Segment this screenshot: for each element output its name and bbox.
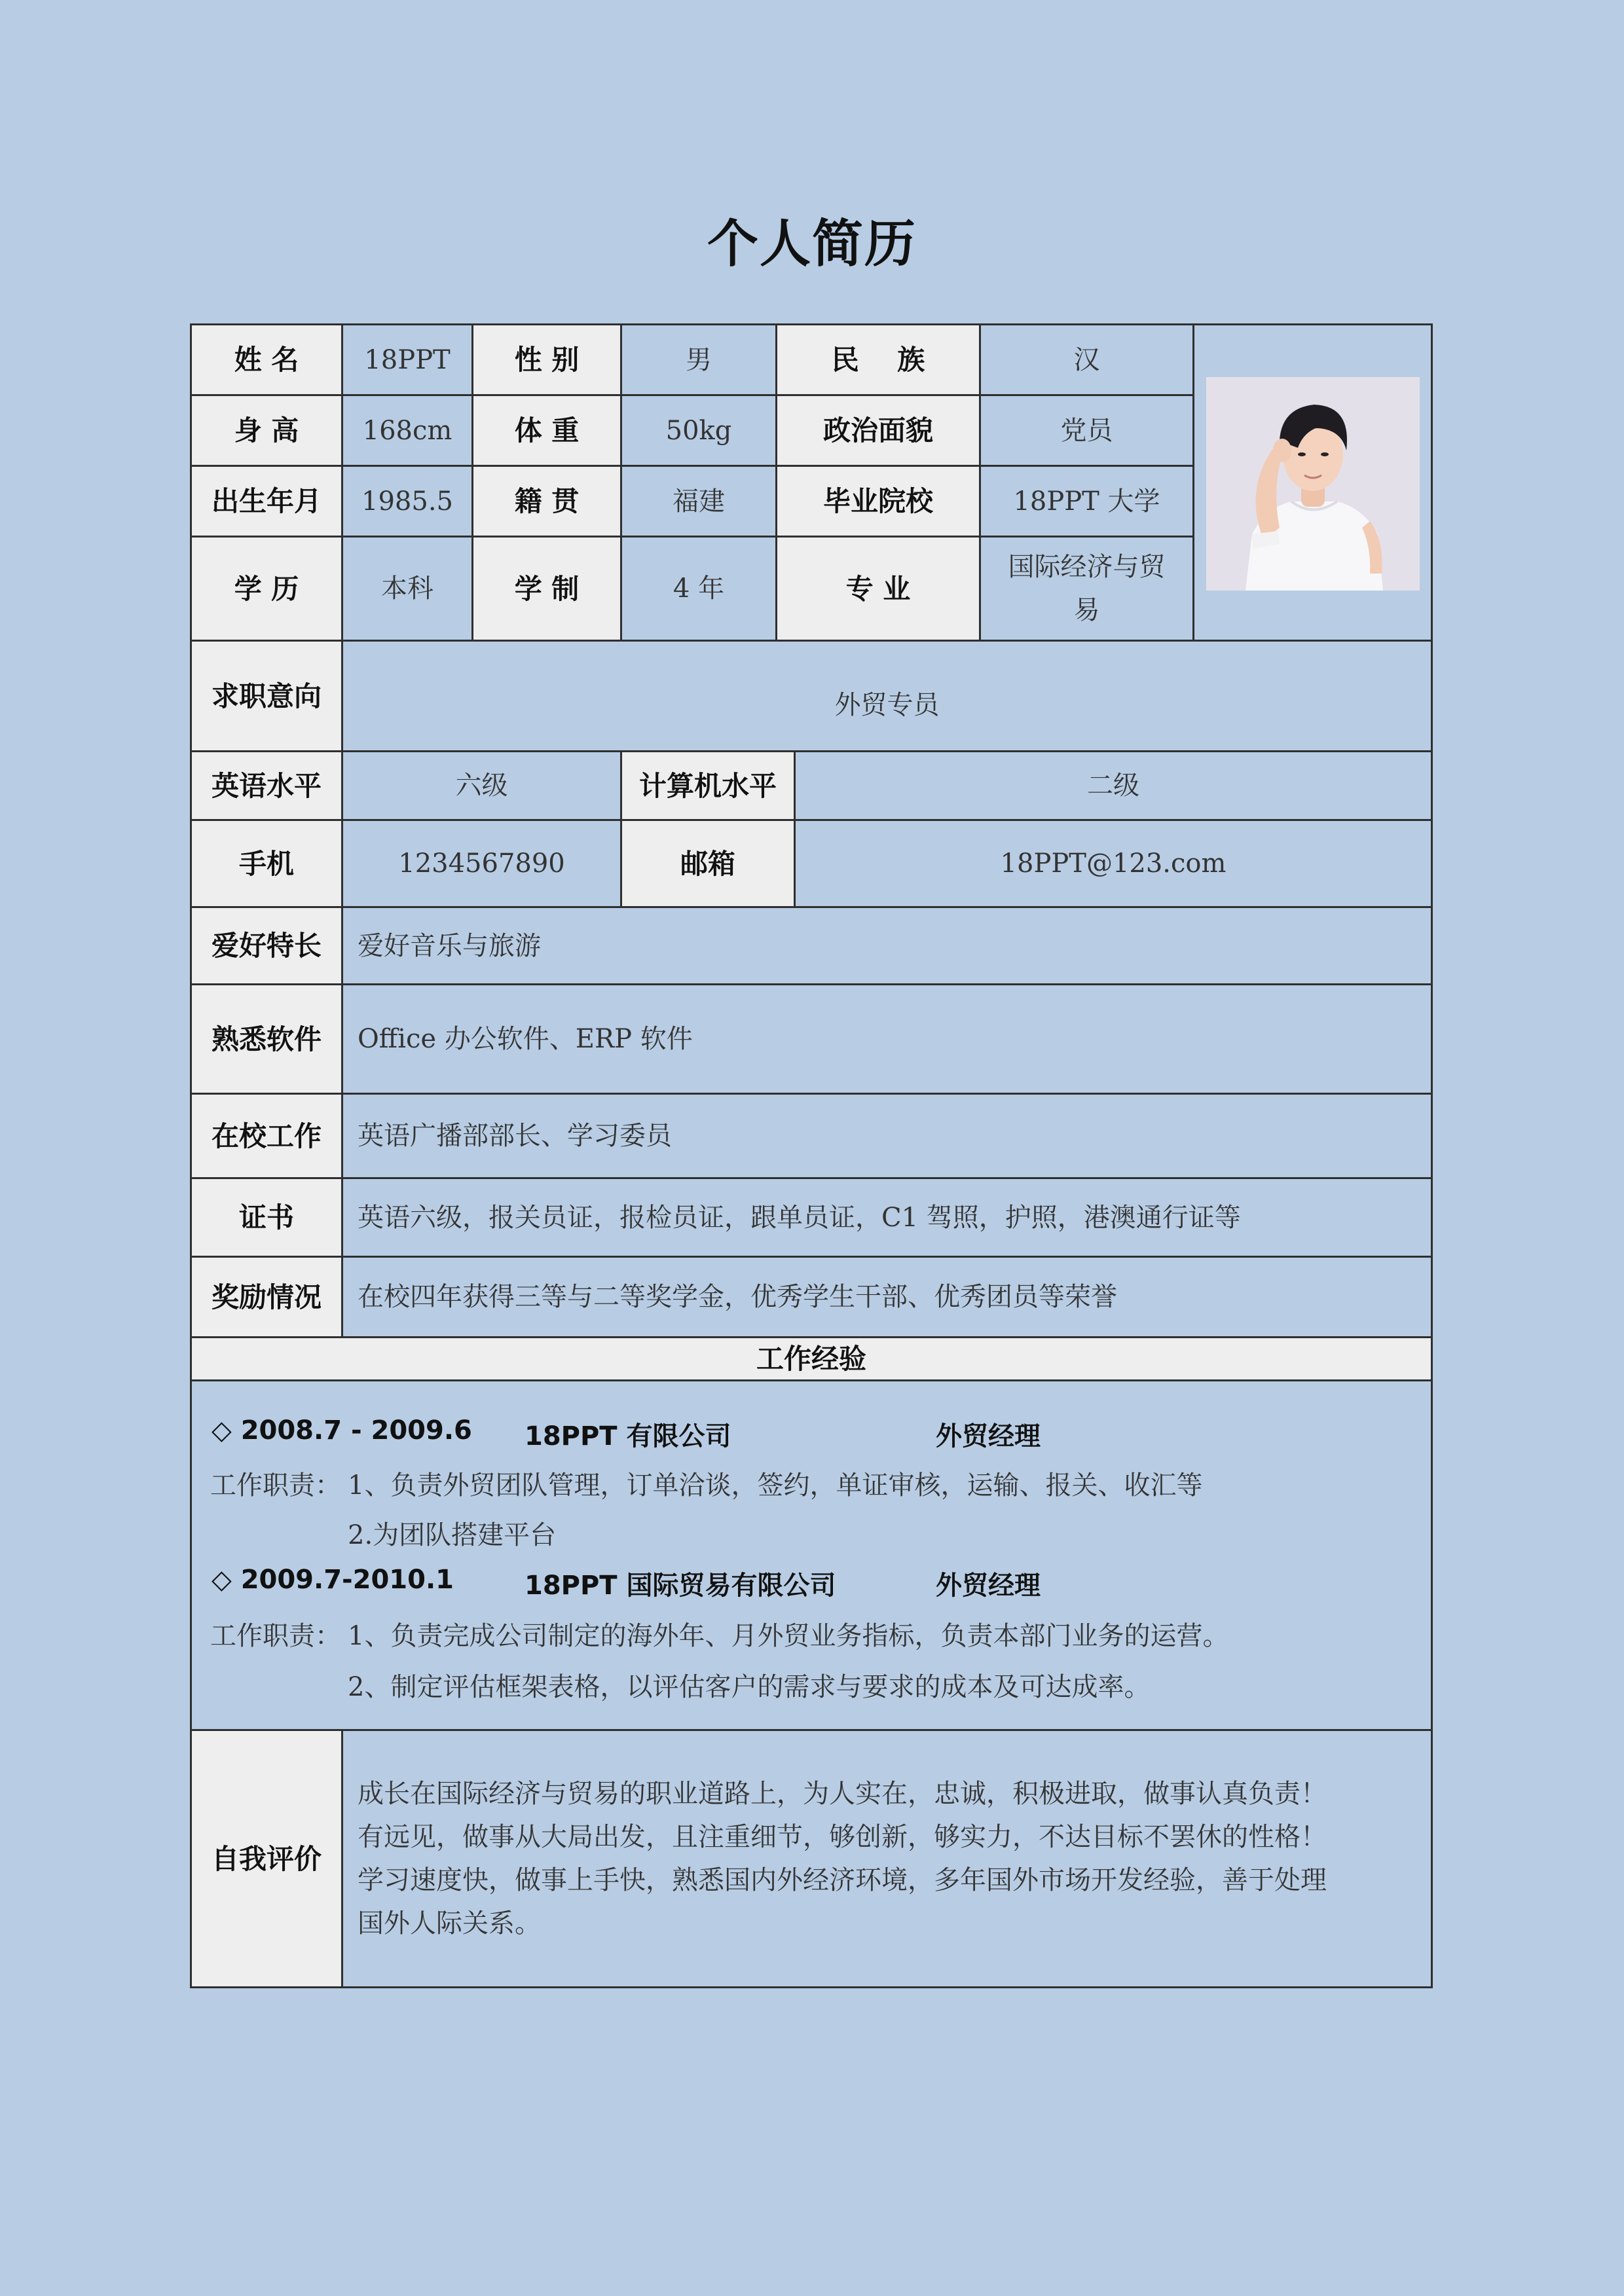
- major-label: 专 业: [775, 536, 981, 642]
- email-label: 邮箱: [620, 819, 796, 908]
- duty-prefix: 工作职责：: [210, 1470, 341, 1501]
- job-company: 18PPT 有限公司: [525, 1421, 731, 1451]
- certificate-value: 英语六级，报关员证，报检员证，跟单员证，C1 驾照，护照，港澳通行证等: [341, 1177, 1433, 1258]
- school-value: 18PPT 大学: [979, 465, 1194, 538]
- self-eval-label: 自我评价: [190, 1729, 343, 1988]
- self-eval-line: 成长在国际经济与贸易的职业道路上，为人实在，忠诚，积极进取，做事认真负责！: [358, 1779, 1327, 1809]
- duty-item: 1、负责完成公司制定的海外年、月外贸业务指标，负责本部门业务的运营。: [348, 1621, 1229, 1651]
- software-value: Office 办公软件、ERP 软件: [341, 983, 1433, 1095]
- self-eval-line: 学习速度快，做事上手快，熟悉国内外经济环境，多年国外市场开发经验，善于处理: [358, 1865, 1327, 1895]
- campus-work-value: 英语广播部部长、学习委员: [341, 1093, 1433, 1179]
- duty-prefix: 工作职责：: [210, 1621, 341, 1651]
- job-intent-value: 外贸专员: [341, 640, 1433, 752]
- degree-value: 本科: [341, 536, 473, 642]
- job-position: 外贸经理: [936, 1571, 1041, 1601]
- politics-value: 党员: [979, 394, 1194, 467]
- ethnicity-value: 汉: [979, 323, 1194, 396]
- campus-work-label: 在校工作: [190, 1093, 343, 1179]
- english-value: 六级: [341, 750, 622, 821]
- height-value: 168cm: [341, 394, 473, 467]
- ethnicity-label: 民 族: [775, 323, 981, 396]
- job-intent-label: 求职意向: [190, 640, 343, 752]
- duty-item: 1、负责外贸团队管理，订单洽谈，签约，单证审核，运输、报关、收汇等: [348, 1470, 1203, 1501]
- computer-label: 计算机水平: [620, 750, 796, 821]
- experience-section-title: 工作经验: [190, 1336, 1433, 1381]
- job-period: ◇ 2009.7-2010.1: [212, 1565, 454, 1595]
- school-label: 毕业院校: [775, 465, 981, 538]
- degree-label: 学 历: [190, 536, 343, 642]
- gender-label: 性 别: [471, 323, 622, 396]
- job-period: ◇ 2008.7 - 2009.6: [212, 1415, 472, 1446]
- duration-value: 4 年: [620, 536, 777, 642]
- name-label: 姓 名: [190, 323, 343, 396]
- weight-value: 50kg: [620, 394, 777, 467]
- email-value: 18PPT@123.com: [794, 819, 1433, 908]
- duration-label: 学 制: [471, 536, 622, 642]
- software-label: 熟悉软件: [190, 983, 343, 1095]
- weight-label: 体 重: [471, 394, 622, 467]
- duty-item: 2.为团队搭建平台: [348, 1520, 557, 1550]
- birth-label: 出生年月: [190, 465, 343, 538]
- hobby-value: 爱好音乐与旅游: [341, 906, 1433, 985]
- gender-value: 男: [620, 323, 777, 396]
- hobby-label: 爱好特长: [190, 906, 343, 985]
- phone-value: 1234567890: [341, 819, 622, 908]
- job-company: 18PPT 国际贸易有限公司: [525, 1571, 836, 1601]
- origin-label: 籍 贯: [471, 465, 622, 538]
- self-eval-line: 有远见，做事从大局出发，且注重细节，够创新，够实力，不达目标不罢休的性格！: [358, 1822, 1327, 1852]
- name-value: 18PPT: [341, 323, 473, 396]
- english-label: 英语水平: [190, 750, 343, 821]
- origin-value: 福建: [620, 465, 777, 538]
- awards-label: 奖励情况: [190, 1256, 343, 1338]
- self-eval-text: [358, 1772, 1422, 1945]
- phone-label: 手机: [190, 819, 343, 908]
- experience-section: [190, 1379, 1433, 1731]
- certificate-label: 证书: [190, 1177, 343, 1258]
- major-value: 国际经济与贸易: [979, 536, 1194, 642]
- page-title: 个人简历: [707, 215, 917, 274]
- job-position: 外贸经理: [936, 1421, 1041, 1451]
- duty-item: 2、制定评估框架表格，以评估客户的需求与要求的成本及可达成率。: [348, 1672, 1151, 1702]
- avatar: [1206, 377, 1420, 591]
- politics-label: 政治面貌: [775, 394, 981, 467]
- awards-value: 在校四年获得三等与二等奖学金，优秀学生干部、优秀团员等荣誉: [341, 1256, 1433, 1338]
- birth-value: 1985.5: [341, 465, 473, 538]
- computer-value: 二级: [794, 750, 1433, 821]
- self-eval-line: 国外人际关系。: [358, 1908, 541, 1939]
- height-label: 身 高: [190, 394, 343, 467]
